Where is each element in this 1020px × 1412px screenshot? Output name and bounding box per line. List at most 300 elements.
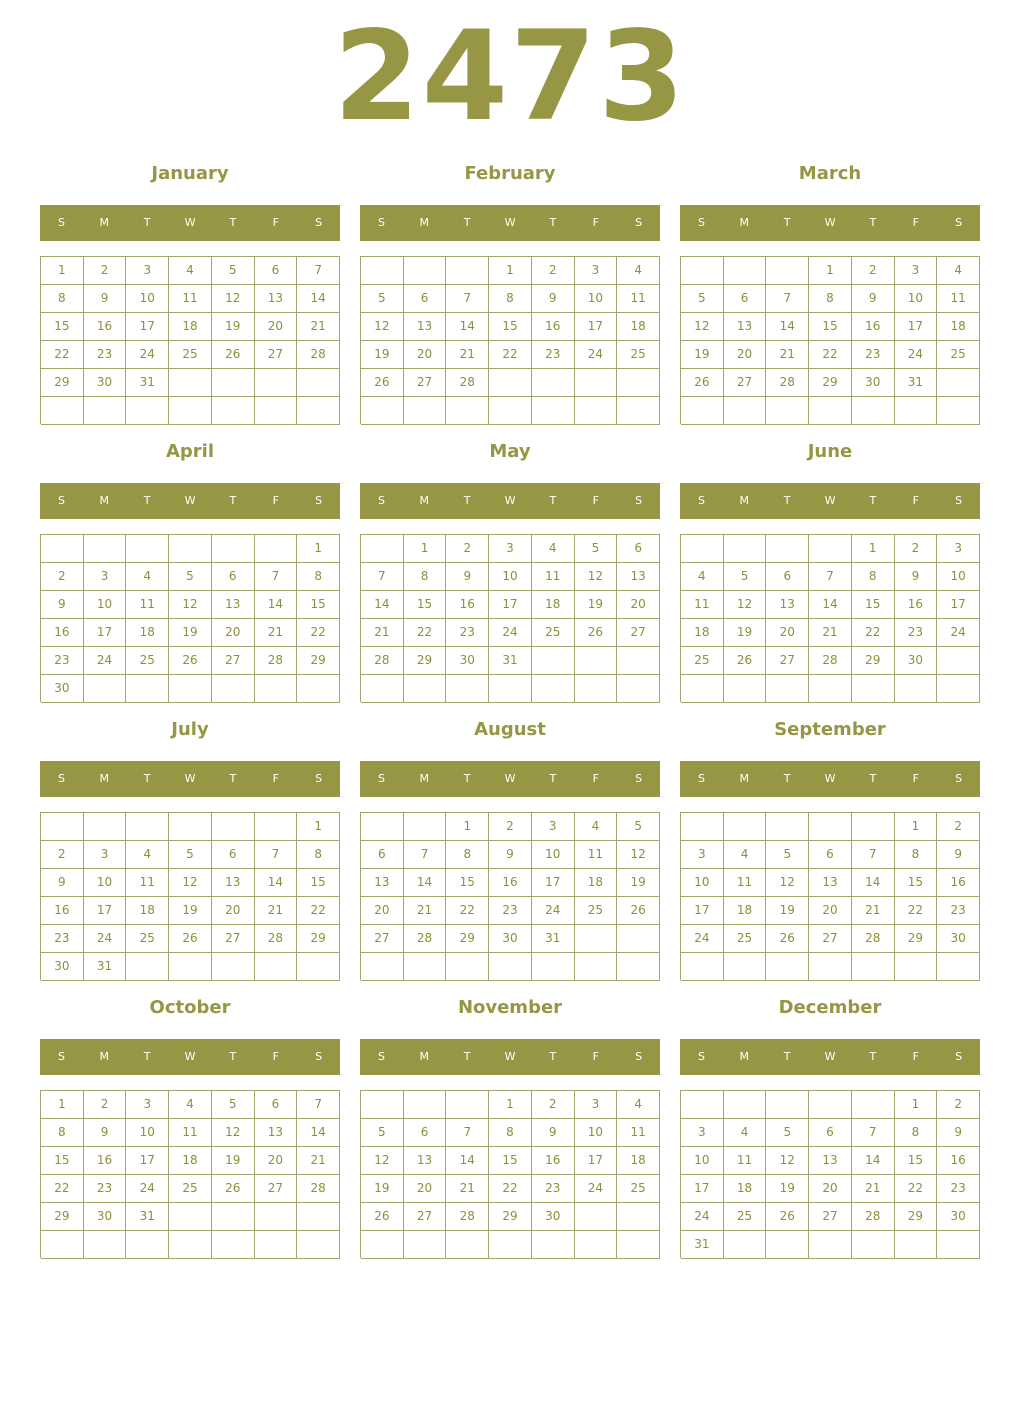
empty-cell — [84, 535, 127, 563]
day-cell: 28 — [852, 925, 895, 953]
day-cell: 23 — [532, 341, 575, 369]
empty-cell — [575, 1203, 618, 1231]
day-cell: 12 — [169, 591, 212, 619]
day-cell: 26 — [766, 1203, 809, 1231]
day-grid — [360, 534, 660, 702]
day-cell: 30 — [937, 925, 980, 953]
empty-cell — [809, 675, 852, 703]
weekday-label: W — [824, 772, 836, 785]
day-cell: 25 — [532, 619, 575, 647]
month-title: January — [151, 163, 229, 184]
empty-cell — [809, 535, 852, 563]
day-cell: 5 — [212, 1091, 255, 1119]
day-cell: 6 — [724, 285, 767, 313]
day-cell: 10 — [681, 869, 724, 897]
day-cell: 13 — [255, 285, 298, 313]
day-cell: 3 — [84, 841, 127, 869]
empty-cell — [255, 397, 298, 425]
day-cell: 17 — [84, 619, 127, 647]
day-cell: 18 — [617, 313, 660, 341]
weekday-header — [680, 761, 980, 797]
empty-cell — [766, 1091, 809, 1119]
empty-cell — [681, 257, 724, 285]
day-cell: 20 — [617, 591, 660, 619]
weekday-label: S — [377, 494, 385, 507]
day-cell: 25 — [724, 1203, 767, 1231]
empty-cell — [169, 1231, 212, 1259]
day-cell: 9 — [937, 841, 980, 869]
day-cell: 4 — [617, 1091, 660, 1119]
empty-cell — [212, 675, 255, 703]
day-cell: 6 — [212, 563, 255, 591]
weekday-label: T — [463, 1050, 471, 1063]
day-cell: 13 — [212, 591, 255, 619]
day-cell: 14 — [404, 869, 447, 897]
day-cell: 15 — [489, 1147, 532, 1175]
day-cell: 4 — [681, 563, 724, 591]
weekday-label: T — [229, 216, 237, 229]
empty-cell — [126, 1231, 169, 1259]
day-cell: 4 — [126, 563, 169, 591]
day-cell: 18 — [169, 1147, 212, 1175]
weekday-header — [360, 1039, 660, 1075]
month-title: March — [798, 163, 862, 184]
day-cell: 11 — [724, 1147, 767, 1175]
empty-cell — [724, 535, 767, 563]
day-cell: 10 — [937, 563, 980, 591]
weekday-label: T — [783, 1050, 791, 1063]
day-cell: 21 — [852, 1175, 895, 1203]
empty-cell — [532, 953, 575, 981]
day-cell: 3 — [84, 563, 127, 591]
day-grid — [40, 1090, 340, 1258]
day-cell: 4 — [937, 257, 980, 285]
day-cell: 21 — [297, 313, 340, 341]
month-title: May — [489, 441, 531, 462]
day-cell: 22 — [41, 341, 84, 369]
weekday-label: T — [783, 494, 791, 507]
day-cell: 29 — [489, 1203, 532, 1231]
day-cell: 14 — [852, 1147, 895, 1175]
empty-cell — [937, 397, 980, 425]
day-cell: 26 — [617, 897, 660, 925]
weekday-label: W — [504, 216, 516, 229]
weekday-label: T — [143, 772, 151, 785]
weekday-label: M — [99, 216, 110, 229]
day-cell: 2 — [937, 1091, 980, 1119]
empty-cell — [895, 1231, 938, 1259]
day-cell: 21 — [852, 897, 895, 925]
day-cell: 15 — [404, 591, 447, 619]
day-cell: 3 — [937, 535, 980, 563]
day-cell: 14 — [446, 313, 489, 341]
day-cell: 23 — [489, 897, 532, 925]
empty-cell — [255, 369, 298, 397]
empty-cell — [724, 397, 767, 425]
day-cell: 22 — [297, 897, 340, 925]
day-grid — [680, 1090, 980, 1258]
weekday-label: T — [463, 216, 471, 229]
day-cell: 4 — [169, 257, 212, 285]
empty-cell — [766, 535, 809, 563]
day-cell: 15 — [297, 591, 340, 619]
weekday-label: W — [184, 772, 196, 785]
weekday-label: T — [463, 494, 471, 507]
day-cell: 30 — [489, 925, 532, 953]
day-cell: 19 — [169, 619, 212, 647]
day-cell: 29 — [404, 647, 447, 675]
day-cell: 23 — [84, 341, 127, 369]
day-cell: 5 — [681, 285, 724, 313]
weekday-label: F — [272, 772, 279, 785]
day-cell: 21 — [404, 897, 447, 925]
day-cell: 17 — [895, 313, 938, 341]
day-cell: 7 — [297, 1091, 340, 1119]
empty-cell — [575, 925, 618, 953]
day-cell: 15 — [446, 869, 489, 897]
weekday-label: T — [869, 772, 877, 785]
day-cell: 23 — [895, 619, 938, 647]
day-cell: 5 — [361, 1119, 404, 1147]
empty-cell — [809, 397, 852, 425]
day-cell: 5 — [617, 813, 660, 841]
day-cell: 9 — [41, 591, 84, 619]
day-cell: 11 — [681, 591, 724, 619]
empty-cell — [617, 953, 660, 981]
day-cell: 11 — [937, 285, 980, 313]
empty-cell — [681, 397, 724, 425]
empty-cell — [126, 813, 169, 841]
empty-cell — [617, 369, 660, 397]
day-cell: 28 — [361, 647, 404, 675]
weekday-label: S — [315, 1050, 323, 1063]
weekday-label: S — [955, 216, 963, 229]
empty-cell — [255, 675, 298, 703]
day-cell: 1 — [41, 257, 84, 285]
empty-cell — [126, 535, 169, 563]
day-cell: 28 — [404, 925, 447, 953]
empty-cell — [255, 1203, 298, 1231]
month-title: September — [774, 719, 886, 740]
day-cell: 21 — [809, 619, 852, 647]
day-cell: 12 — [212, 285, 255, 313]
weekday-header — [40, 483, 340, 519]
empty-cell — [169, 953, 212, 981]
empty-cell — [724, 953, 767, 981]
empty-cell — [84, 675, 127, 703]
day-cell: 26 — [169, 925, 212, 953]
weekday-label: T — [229, 494, 237, 507]
day-cell: 4 — [724, 841, 767, 869]
day-cell: 10 — [681, 1147, 724, 1175]
empty-cell — [681, 1091, 724, 1119]
day-cell: 3 — [681, 1119, 724, 1147]
day-cell: 10 — [532, 841, 575, 869]
day-cell: 12 — [617, 841, 660, 869]
day-cell: 29 — [297, 647, 340, 675]
day-cell: 3 — [126, 257, 169, 285]
day-cell: 2 — [41, 841, 84, 869]
weekday-label: F — [592, 772, 599, 785]
day-cell: 29 — [895, 1203, 938, 1231]
day-cell: 25 — [575, 897, 618, 925]
day-cell: 24 — [84, 925, 127, 953]
day-cell: 2 — [937, 813, 980, 841]
day-cell: 22 — [852, 619, 895, 647]
weekday-label: T — [549, 494, 557, 507]
weekday-label: S — [315, 216, 323, 229]
day-cell: 14 — [852, 869, 895, 897]
empty-cell — [297, 1231, 340, 1259]
empty-cell — [212, 1231, 255, 1259]
weekday-label: M — [99, 772, 110, 785]
day-cell: 20 — [766, 619, 809, 647]
day-cell: 6 — [809, 841, 852, 869]
day-grid — [680, 534, 980, 702]
day-cell: 24 — [681, 1203, 724, 1231]
weekday-label: S — [955, 772, 963, 785]
day-cell: 6 — [255, 1091, 298, 1119]
empty-cell — [852, 397, 895, 425]
weekday-label: M — [739, 216, 750, 229]
day-cell: 17 — [126, 1147, 169, 1175]
day-cell: 18 — [724, 1175, 767, 1203]
day-cell: 7 — [852, 841, 895, 869]
day-cell: 2 — [532, 257, 575, 285]
day-cell: 24 — [489, 619, 532, 647]
weekday-header — [680, 1039, 980, 1075]
day-cell: 24 — [532, 897, 575, 925]
day-cell: 18 — [937, 313, 980, 341]
day-cell: 4 — [617, 257, 660, 285]
empty-cell — [169, 535, 212, 563]
day-cell: 31 — [126, 1203, 169, 1231]
day-cell: 28 — [809, 647, 852, 675]
empty-cell — [404, 1231, 447, 1259]
weekday-label: F — [912, 1050, 919, 1063]
day-cell: 11 — [532, 563, 575, 591]
day-grid — [40, 534, 340, 702]
empty-cell — [361, 675, 404, 703]
empty-cell — [489, 369, 532, 397]
day-cell: 8 — [895, 841, 938, 869]
weekday-label: T — [463, 772, 471, 785]
day-cell: 16 — [532, 313, 575, 341]
day-cell: 21 — [361, 619, 404, 647]
day-cell: 16 — [937, 1147, 980, 1175]
day-cell: 2 — [41, 563, 84, 591]
weekday-header — [40, 1039, 340, 1075]
empty-cell — [617, 1231, 660, 1259]
day-cell: 19 — [212, 313, 255, 341]
empty-cell — [852, 813, 895, 841]
day-cell: 23 — [84, 1175, 127, 1203]
day-cell: 27 — [404, 369, 447, 397]
day-cell: 28 — [446, 369, 489, 397]
day-cell: 14 — [766, 313, 809, 341]
day-cell: 10 — [126, 285, 169, 313]
day-cell: 3 — [532, 813, 575, 841]
day-cell: 9 — [895, 563, 938, 591]
day-cell: 8 — [297, 563, 340, 591]
day-cell: 1 — [41, 1091, 84, 1119]
empty-cell — [617, 925, 660, 953]
empty-cell — [575, 675, 618, 703]
empty-cell — [212, 953, 255, 981]
day-cell: 31 — [681, 1231, 724, 1259]
day-cell: 7 — [297, 257, 340, 285]
day-cell: 19 — [212, 1147, 255, 1175]
weekday-label: W — [184, 1050, 196, 1063]
day-cell: 18 — [681, 619, 724, 647]
day-cell: 20 — [724, 341, 767, 369]
empty-cell — [84, 1231, 127, 1259]
day-cell: 7 — [361, 563, 404, 591]
day-cell: 15 — [895, 1147, 938, 1175]
weekday-label: W — [184, 494, 196, 507]
empty-cell — [937, 675, 980, 703]
day-cell: 27 — [212, 647, 255, 675]
empty-cell — [809, 1091, 852, 1119]
day-cell: 18 — [532, 591, 575, 619]
day-cell: 27 — [809, 925, 852, 953]
weekday-label: T — [869, 494, 877, 507]
empty-cell — [169, 369, 212, 397]
day-cell: 21 — [766, 341, 809, 369]
day-cell: 8 — [852, 563, 895, 591]
empty-cell — [255, 953, 298, 981]
empty-cell — [766, 953, 809, 981]
day-grid — [680, 812, 980, 980]
day-cell: 7 — [255, 563, 298, 591]
day-cell: 20 — [255, 313, 298, 341]
empty-cell — [446, 953, 489, 981]
day-cell: 15 — [852, 591, 895, 619]
month-title: June — [807, 441, 853, 462]
day-cell: 29 — [41, 1203, 84, 1231]
day-cell: 28 — [297, 1175, 340, 1203]
day-cell: 27 — [255, 1175, 298, 1203]
weekday-label: S — [57, 772, 65, 785]
day-cell: 19 — [361, 1175, 404, 1203]
weekday-label: F — [272, 494, 279, 507]
day-cell: 21 — [446, 341, 489, 369]
day-cell: 30 — [41, 953, 84, 981]
day-cell: 17 — [532, 869, 575, 897]
day-cell: 13 — [809, 1147, 852, 1175]
day-cell: 26 — [169, 647, 212, 675]
day-cell: 12 — [361, 313, 404, 341]
weekday-header — [360, 761, 660, 797]
day-cell: 27 — [617, 619, 660, 647]
weekday-label: M — [419, 1050, 430, 1063]
day-cell: 14 — [255, 869, 298, 897]
weekday-label: S — [377, 772, 385, 785]
day-cell: 6 — [404, 285, 447, 313]
empty-cell — [446, 675, 489, 703]
day-cell: 13 — [404, 313, 447, 341]
weekday-label: S — [697, 216, 705, 229]
weekday-label: M — [419, 216, 430, 229]
empty-cell — [361, 813, 404, 841]
day-cell: 22 — [297, 619, 340, 647]
day-cell: 24 — [937, 619, 980, 647]
empty-cell — [361, 1231, 404, 1259]
day-cell: 29 — [895, 925, 938, 953]
month-title: February — [464, 163, 556, 184]
day-cell: 5 — [724, 563, 767, 591]
empty-cell — [809, 953, 852, 981]
day-cell: 3 — [895, 257, 938, 285]
empty-cell — [766, 257, 809, 285]
day-cell: 20 — [809, 897, 852, 925]
day-cell: 5 — [169, 563, 212, 591]
day-cell: 18 — [617, 1147, 660, 1175]
weekday-label: S — [57, 1050, 65, 1063]
day-cell: 19 — [681, 341, 724, 369]
weekday-label: S — [635, 772, 643, 785]
month-title: October — [149, 997, 231, 1018]
empty-cell — [297, 953, 340, 981]
day-cell: 1 — [489, 1091, 532, 1119]
day-cell: 3 — [489, 535, 532, 563]
day-cell: 26 — [575, 619, 618, 647]
weekday-label: F — [592, 494, 599, 507]
day-cell: 25 — [169, 1175, 212, 1203]
day-cell: 4 — [724, 1119, 767, 1147]
day-cell: 30 — [84, 369, 127, 397]
empty-cell — [852, 675, 895, 703]
day-cell: 17 — [575, 1147, 618, 1175]
empty-cell — [937, 369, 980, 397]
empty-cell — [489, 953, 532, 981]
day-cell: 4 — [575, 813, 618, 841]
day-cell: 13 — [361, 869, 404, 897]
day-cell: 18 — [169, 313, 212, 341]
day-cell: 7 — [404, 841, 447, 869]
day-cell: 25 — [617, 341, 660, 369]
day-cell: 30 — [937, 1203, 980, 1231]
day-cell: 24 — [895, 341, 938, 369]
day-cell: 19 — [724, 619, 767, 647]
day-cell: 8 — [41, 285, 84, 313]
empty-cell — [937, 953, 980, 981]
day-cell: 7 — [255, 841, 298, 869]
day-cell: 14 — [297, 1119, 340, 1147]
day-cell: 9 — [937, 1119, 980, 1147]
weekday-label: S — [315, 772, 323, 785]
weekday-label: S — [377, 216, 385, 229]
day-cell: 12 — [575, 563, 618, 591]
day-cell: 11 — [575, 841, 618, 869]
day-cell: 25 — [126, 925, 169, 953]
day-cell: 23 — [446, 619, 489, 647]
day-cell: 5 — [766, 841, 809, 869]
day-cell: 26 — [681, 369, 724, 397]
day-cell: 22 — [41, 1175, 84, 1203]
day-cell: 1 — [852, 535, 895, 563]
empty-cell — [297, 675, 340, 703]
empty-cell — [617, 675, 660, 703]
weekday-label: M — [739, 772, 750, 785]
day-cell: 16 — [84, 1147, 127, 1175]
day-cell: 15 — [41, 313, 84, 341]
day-cell: 15 — [489, 313, 532, 341]
empty-cell — [169, 675, 212, 703]
day-cell: 16 — [41, 619, 84, 647]
day-cell: 11 — [126, 869, 169, 897]
day-cell: 23 — [937, 897, 980, 925]
